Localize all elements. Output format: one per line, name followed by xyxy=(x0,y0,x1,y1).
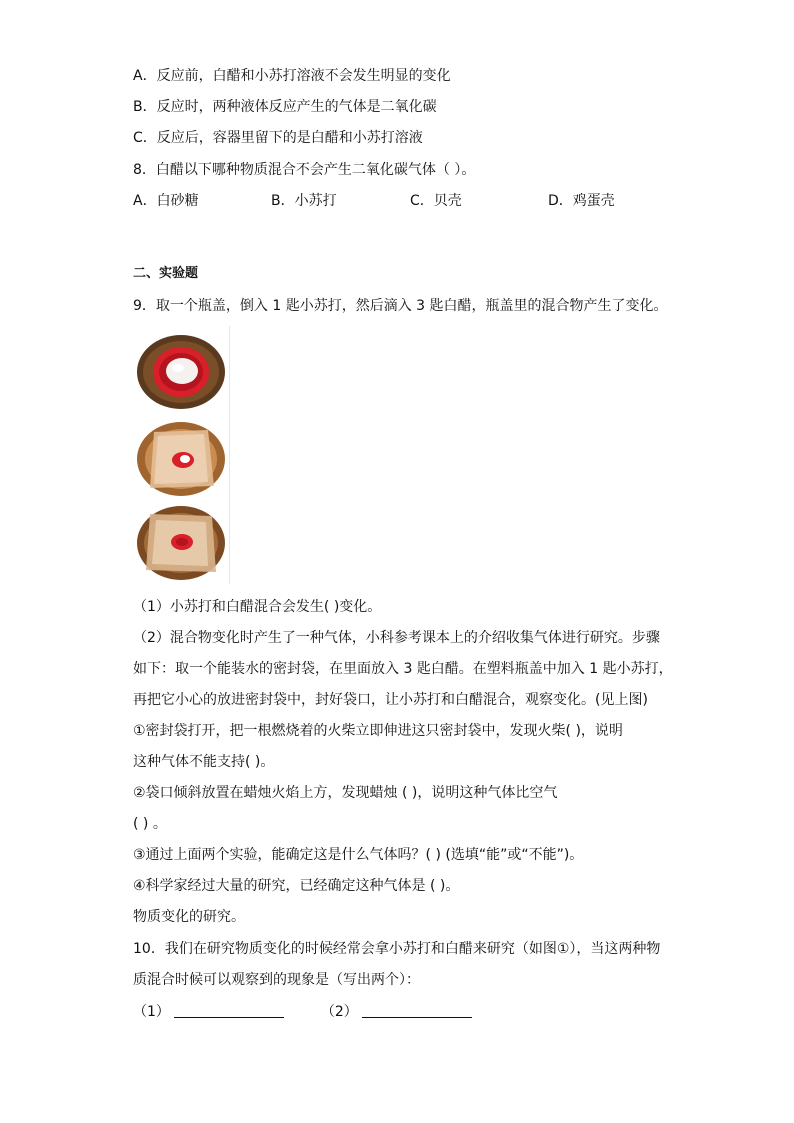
q10-blank2-line[interactable] xyxy=(362,1003,472,1018)
q8-option-d: D．鸡蛋壳 xyxy=(548,193,615,209)
sealed-bag-reaction-photo xyxy=(136,504,226,582)
q10-answer-row xyxy=(133,1002,472,1022)
q9-item2-line2: ( ) 。 xyxy=(133,816,167,832)
q7-option-c: C．反应后，容器里留下的是白醋和小苏打溶液 xyxy=(133,130,423,146)
q9-item1-line1: ①密封袋打开，把一根燃烧着的火柴立即伸进这只密封袋中，发现火柴( )，说明 xyxy=(133,723,623,739)
section-title: 二、实验题 xyxy=(133,266,199,281)
q8-option-b: B．小苏打 xyxy=(271,193,337,209)
q10-stem-line1: 10．我们在研究物质变化的时候经常会拿小苏打和白醋来研究（如图①），当这两种物 xyxy=(133,941,661,957)
q8-stem: 8．白醋以下哪种物质混合不会产生二氧化碳气体（ ）。 xyxy=(133,162,476,178)
q10-stem-line2: 质混合时候可以观察到的现象是（写出两个）： xyxy=(133,972,420,988)
q9-sub2-line2: 如下：取一个能装水的密封袋，在里面放入 3 匙白醋。在塑料瓶盖中加入 1 匙小苏打， xyxy=(133,661,673,677)
q10-blank1-label: （1） xyxy=(133,1004,170,1020)
q10-blank1-line[interactable] xyxy=(174,1003,284,1018)
q9-stem: 9．取一个瓶盖，倒入 1 匙小苏打，然后滴入 3 匙白醋，瓶盖里的混合物产生了变化。 xyxy=(133,298,668,314)
bottle-cap-photo xyxy=(136,332,226,410)
sealed-bag-photo xyxy=(136,420,226,498)
q9-tail: 物质变化的研究。 xyxy=(133,909,245,925)
q9-photo-column xyxy=(133,326,230,584)
q8-option-c: C．贝壳 xyxy=(410,193,462,209)
q8-option-a: A．白砂糖 xyxy=(133,193,199,209)
q10-blank2-label: （2） xyxy=(320,1004,358,1020)
q9-sub1: （1）小苏打和白醋混合会发生( )变化。 xyxy=(133,599,382,615)
q7-option-a: A．反应前，白醋和小苏打溶液不会发生明显的变化 xyxy=(133,68,451,84)
q7-option-b: B．反应时，两种液体反应产生的气体是二氧化碳 xyxy=(133,99,437,115)
q9-sub2-line3: 再把它小心的放进密封袋中，封好袋口，让小苏打和白醋混合，观察变化。(见上图) xyxy=(133,692,648,708)
q9-item3: ③通过上面两个实验，能确定这是什么气体吗？( ) (选填“能”或“不能”)。 xyxy=(133,847,584,863)
q9-item1-line2: 这种气体不能支持( )。 xyxy=(133,754,275,770)
q9-item2-line1: ②袋口倾斜放置在蜡烛火焰上方，发现蜡烛 ( )，说明这种气体比空气 xyxy=(133,785,558,801)
q9-item4: ④科学家经过大量的研究，已经确定这种气体是 ( )。 xyxy=(133,878,460,894)
q9-sub2-line1: （2）混合物变化时产生了一种气体，小科参考课本上的介绍收集气体进行研究。步骤 xyxy=(133,630,660,646)
